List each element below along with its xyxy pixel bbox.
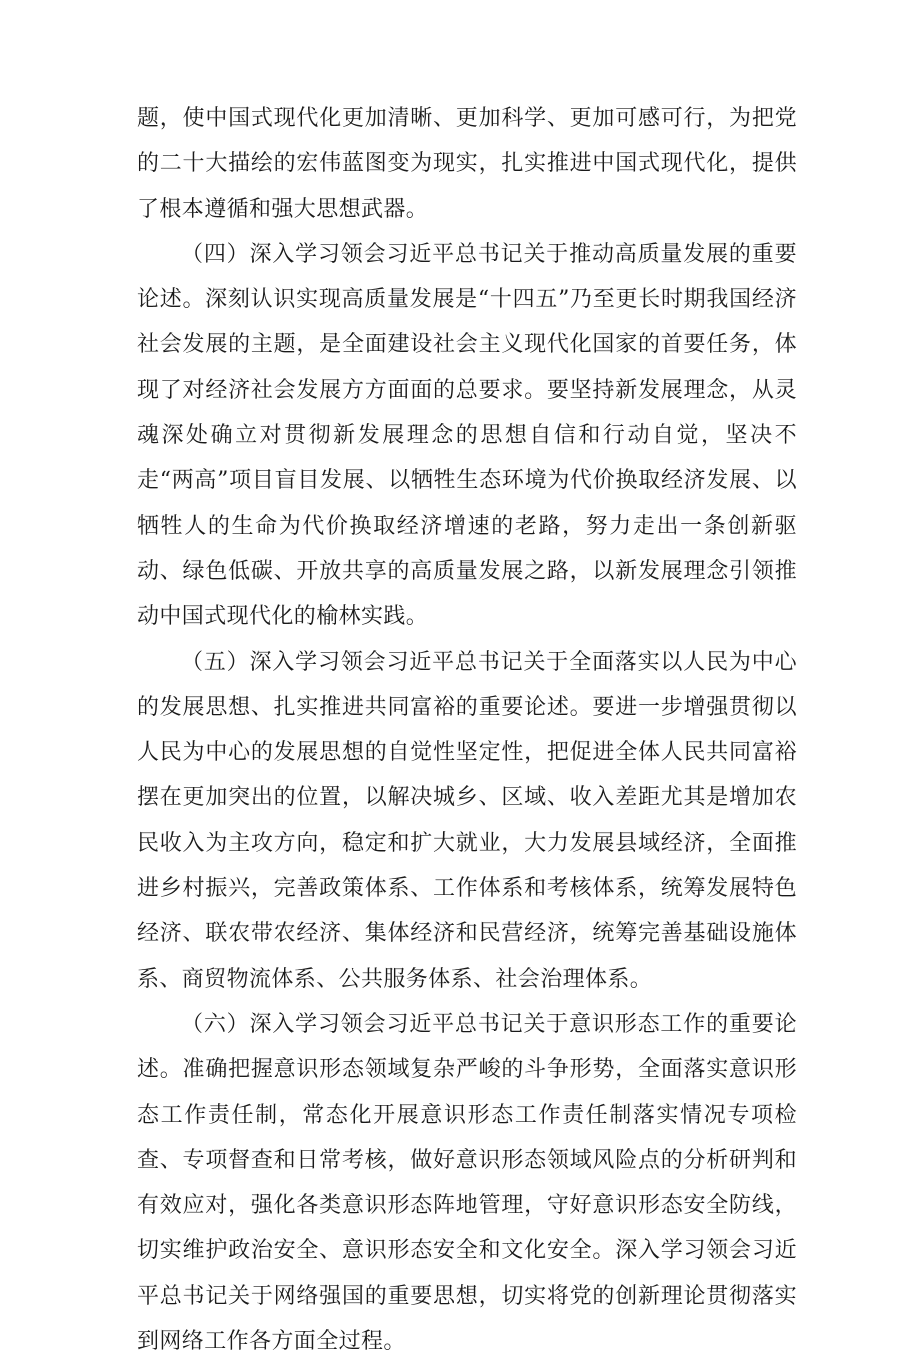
paragraph-section-five: （五）深入学习领会习近平总书记关于全面落实以人民为中心的发展思想、扎实推进共同富裕的重要论述。要进一步增强贯彻以人民为中心的发展思想的自觉性坚定性，把促进全体人民共同富裕摆在更加突出的位置，以解决城乡、区域、收入差距尤其是增加农民收入为主攻方向，稳定和扩大就业，大力发展县域经济，全面推进乡村振兴，完善政策体系、工作体系和考核体系，统筹发展特色经济、联农带农经济、集体经济和民营经济，统筹完善基础设施体系、商贸物流体系、公共服务体系、社会治理体系。 <box>137 649 797 992</box>
paragraph-section-six: （六）深入学习领会习近平总书记关于意识形态工作的重要论述。准确把握意识形态领域复杂严峻的斗争形势，全面落实意识形态工作责任制，常态化开展意识形态工作责任制落实情况专项检查、专项督查和日常考核，做好意识形态领域风险点的分析研判和有效应对，强化各类意识形态阵地管理，守好意识形态安全防线，切实维护政治安全、意识形态安全和文化安全。深入学习领会习近平总书记关于网络强国的重要思想，切实将党的创新理论贯彻落实到网络工作各方面全过程。 <box>137 1011 797 1355</box>
paragraph-section-four: （四）深入学习领会习近平总书记关于推动高质量发展的重要论述。深刻认识实现高质量发展是“十四五”乃至更长时期我国经济社会发展的主题，是全面建设社会主义现代化国家的首要任务，体现了对经济社会发展方方面面的总要求。要坚持新发展理念，从灵魂深处确立对贯彻新发展理念的思想自信和行动自觉，坚决不走“两高”项目盲目发展、以牺牲生态环境为代价换取经济发展、以牺牲人的生命为代价换取经济增速的老路，努力走出一条创新驱动、绿色低碳、开放共享的高质量发展之路，以新发展理念引领推动中国式现代化的榆林实践。 <box>137 241 797 630</box>
document-body <box>137 96 797 1364</box>
paragraph-continuation: 题，使中国式现代化更加清晰、更加科学、更加可感可行，为把党的二十大描绘的宏伟蓝图变为现实，扎实推进中国式现代化，提供了根本遵循和强大思想武器。 <box>137 106 797 222</box>
